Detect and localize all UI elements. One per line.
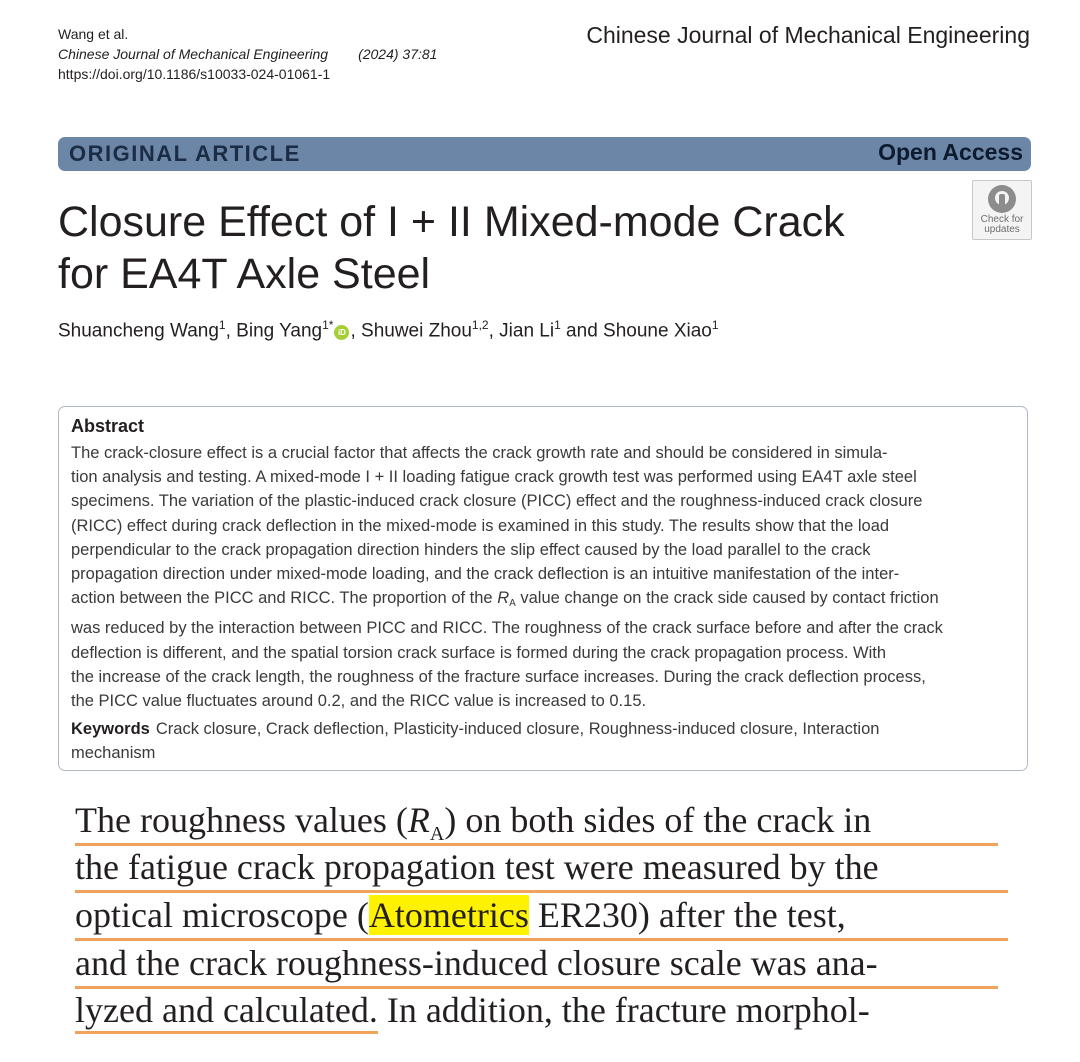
article-type-bar [58, 137, 1031, 171]
check-updates-line2: updates [984, 224, 1020, 235]
author-name[interactable]: Shuancheng Wang [58, 320, 219, 342]
author-name[interactable]: Shoune Xiao [603, 320, 712, 342]
zoom-line-4: and the crack roughness-induced closure scale was ana- [75, 941, 998, 989]
abstract-line-part: value change on the crack side caused by contact friction [515, 589, 939, 608]
abstract-line: perpendicular to the crack propagation direction hinders the slip effect caused by the load parallel to the crack [71, 540, 871, 559]
ra-symbol [497, 589, 516, 610]
abstract-line: the increase of the crack length, the roughness of the fracture surface increases. During the crack deflection process, [71, 667, 926, 686]
underlined-text: lyzed and calculated. [75, 990, 378, 1034]
citation-header [58, 24, 437, 84]
doi-link[interactable]: https://doi.org/10.1186/s10033-024-01061-1 [58, 66, 331, 82]
title-line-2: for EA4T Axle Steel [58, 250, 431, 298]
abstract-line [71, 586, 1015, 616]
author-affiliation: 1 [218, 318, 226, 332]
abstract-line-part: action between the PICC and RICC. The proportion of the [71, 589, 498, 608]
journal-brand: Chinese Journal of Mechanical Engineering [586, 22, 1030, 48]
author-affiliation: 1* [322, 318, 334, 332]
zoom-text-part: optical microscope ( [75, 895, 369, 935]
abstract-line: was reduced by the interaction between PICC and RICC. The roughness of the crack surface before and after the crack [71, 619, 943, 638]
author-name[interactable]: Shuwei Zhou [361, 320, 472, 342]
abstract-line: The crack-closure effect is a crucial factor that affects the crack growth rate and should be considered in simula- [71, 444, 888, 462]
keywords-line [71, 717, 1015, 741]
abstract-heading: Abstract [71, 416, 145, 436]
zoom-line-2: the fatigue crack propagation test were measured by the [75, 845, 1008, 893]
keywords-line: mechanism [71, 744, 156, 763]
ra-subscript: A [429, 823, 445, 845]
abstract-line: deflection is different, and the spatial torsion crack surface is formed during the crack propagation process. With [71, 643, 887, 662]
author-separator: , [350, 320, 362, 342]
article-title [58, 196, 958, 300]
zoom-line-5 [75, 988, 870, 1032]
ra-symbol [407, 800, 445, 845]
year-volume: (2024) 37:81 [358, 46, 438, 62]
ra-letter: R [497, 589, 510, 608]
author-separator: and [560, 320, 604, 342]
article-type-label: ORIGINAL ARTICLE [69, 141, 301, 166]
check-updates-line1: Check for [980, 214, 1024, 225]
abstract-line: propagation direction under mixed-mode loading, and the crack deflection is an intuitive manifestation of the inter- [71, 565, 900, 584]
check-for-updates-icon [988, 185, 1016, 213]
zoom-text-part: ER230) after the test, [528, 895, 846, 935]
author-affiliation: 1,2 [471, 318, 489, 332]
abstract-line: the PICC value fluctuates around 0.2, and the RICC value is increased to 0.15. [71, 692, 647, 711]
author-affiliation: 1 [711, 318, 719, 332]
check-for-updates-button[interactable] [972, 180, 1032, 240]
short-author-line: Wang et al. [58, 26, 129, 42]
keywords-list: Crack closure, Crack deflection, Plasticity-induced closure, Roughness-induced closure, Interaction [155, 720, 880, 739]
zoom-line-3 [75, 893, 1008, 941]
abstract-line: (RICC) effect during crack deflection in the mixed-mode is examined in this study. The results show that the load [71, 516, 890, 535]
open-access-label: Open Access [878, 139, 1023, 165]
zoom-line-1 [75, 798, 998, 846]
author-separator: , [488, 320, 500, 342]
author-list [58, 318, 719, 342]
zoom-text-part: ) on both sides of the crack in [444, 800, 872, 840]
abstract-box [58, 406, 1028, 771]
author-name[interactable]: Bing Yang [236, 320, 323, 342]
orcid-icon[interactable]: iD [334, 325, 349, 340]
zoom-text-part: In addition, the fracture morphol- [377, 990, 870, 1030]
keywords-section [71, 717, 1015, 765]
highlighted-term[interactable]: Atometrics [368, 895, 529, 935]
zoom-text-part: The roughness values ( [75, 800, 408, 840]
author-name[interactable]: Jian Li [499, 320, 555, 342]
ra-subscript: A [509, 598, 516, 610]
abstract-text [71, 441, 1015, 713]
author-affiliation: 1 [554, 318, 561, 332]
journal-citation [58, 44, 437, 64]
abstract-line: tion analysis and testing. A mixed-mode I + II loading fatigue crack growth test was performed using EA4T axle steel [71, 468, 917, 487]
title-line-1: Closure Effect of I + II Mixed-mode Crack [58, 198, 845, 246]
journal-name: Chinese Journal of Mechanical Engineering [58, 46, 329, 62]
ra-letter: R [407, 800, 430, 840]
keywords-label: Keywords [71, 720, 150, 739]
author-separator: , [225, 320, 237, 342]
abstract-line: specimens. The variation of the plastic-induced crack closure (PICC) effect and the roughness-induced crack closure [71, 492, 923, 511]
